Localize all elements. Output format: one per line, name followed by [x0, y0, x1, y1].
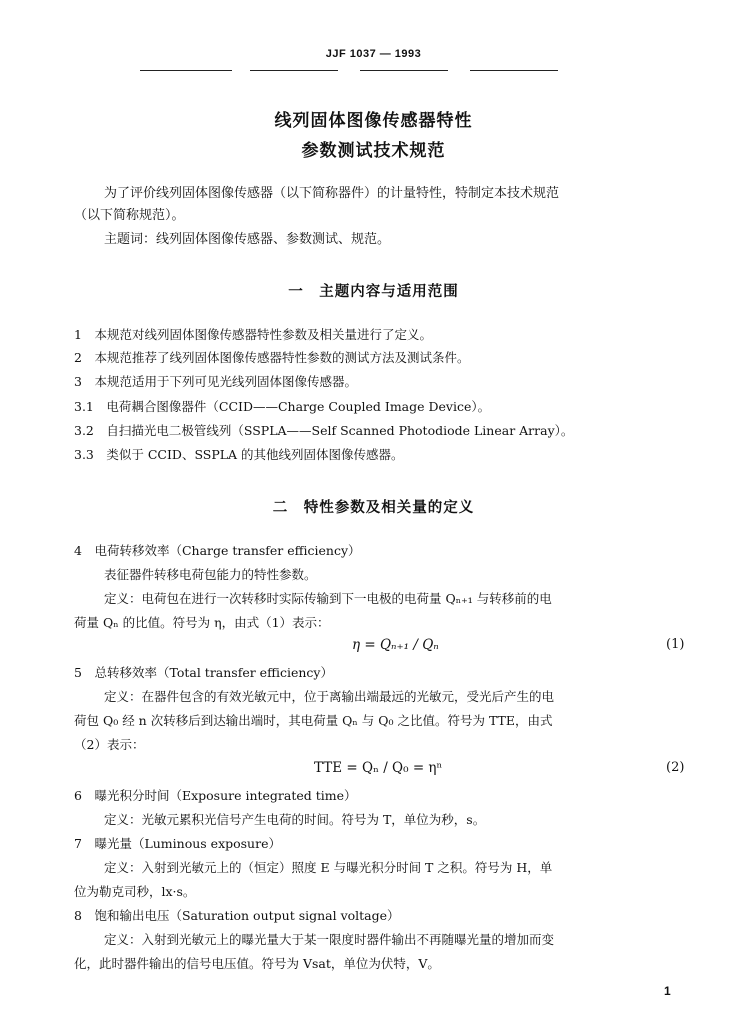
item4-title: 4 电荷转移效率（Charge transfer efficiency） [74, 543, 361, 558]
header-rule-2 [250, 70, 338, 71]
item5-title: 5 总转移效率（Total transfer efficiency） [74, 665, 333, 680]
list-item: 1 本规范对线列固体图像传感器特性参数及相关量进行了定义。 [74, 327, 432, 342]
item7-definition-line1: 定义：入射到光敏元上的（恒定）照度 E 与曝光积分时间 T 之积。符号为 H，单 [104, 860, 553, 875]
section1-heading: 一 主题内容与适用范围 [288, 284, 459, 300]
section2-heading: 二 特性参数及相关量的定义 [272, 500, 475, 516]
header-rule-3 [360, 70, 448, 71]
item8-definition-line1: 定义：入射到光敏元上的曝光量大于某一限度时器件输出不再随曝光量的增加而变 [104, 932, 555, 947]
intro-paragraph-line1: 为了评价线列固体图像传感器（以下简称器件）的计量特性，特制定本技术规范 [104, 186, 560, 201]
document-title-line1: 线列固体图像传感器特性 [274, 111, 473, 131]
document-title-line2: 参数测试技术规范 [301, 141, 446, 161]
list-item: 3 本规范适用于下列可见光线列固体图像传感器。 [74, 374, 357, 389]
list-item: 3.3 类似于 CCID、SSPLA 的其他线列固体图像传感器。 [74, 447, 404, 462]
item8-definition-line2: 化，此时器件输出的信号电压值。符号为 Vsat，单位为伏特，V。 [74, 956, 440, 971]
list-item: 3.1 电荷耦合图像器件（CCID——Charge Coupled Image Device）。 [74, 399, 491, 414]
item6-title: 6 曝光积分时间（Exposure integrated time） [74, 788, 357, 803]
item5-definition-line2: 荷包 Q₀ 经 n 次转移后到达输出端时，其电荷量 Qₙ 与 Q₀ 之比值。符号为 TTE，由式 [74, 713, 553, 728]
list-item: 3.2 自扫描光电二极管线列（SSPLA——Self Scanned Photodiode Linear Array）。 [74, 423, 574, 438]
equation-2: TTE = Qₙ / Q₀ = ηⁿ [314, 760, 443, 776]
equation-1: η = Qₙ₊₁ / Qₙ [352, 637, 439, 653]
keywords-line: 主题词：线列固体图像传感器、参数测试、规范。 [104, 232, 391, 247]
item5-definition-line3: （2）表示： [74, 737, 145, 752]
equation-2-number: (2) [666, 760, 685, 775]
standard-code-header: JJF 1037 — 1993 [325, 48, 422, 60]
header-rule-1 [140, 70, 232, 71]
intro-paragraph-line2: （以下简称规范）。 [74, 208, 185, 223]
page-number: 1 [664, 984, 671, 998]
item8-title: 8 饱和输出电压（Saturation output signal voltage） [74, 908, 400, 923]
equation-1-number: (1) [666, 637, 685, 652]
item7-definition-line2: 位为勒克司秒，lx·s。 [74, 884, 196, 899]
item4-definition-line2: 荷量 Qₙ 的比值。符号为 η，由式（1）表示： [74, 615, 330, 630]
item7-title: 7 曝光量（Luminous exposure） [74, 836, 281, 851]
item4-definition-line1: 定义：电荷包在进行一次转移时实际传输到下一电极的电荷量 Qₙ₊₁ 与转移前的电 [104, 591, 552, 606]
header-rule-4 [470, 70, 558, 71]
item5-definition-line1: 定义：在器件包含的有效光敏元中，位于离输出端最远的光敏元，受光后产生的电 [104, 689, 555, 704]
list-item: 2 本规范推荐了线列固体图像传感器特性参数的测试方法及测试条件。 [74, 350, 470, 365]
item4-description: 表征器件转移电荷包能力的特性参数。 [104, 567, 317, 582]
item6-definition: 定义：光敏元累积光信号产生电荷的时间。符号为 T，单位为秒，s。 [104, 812, 486, 827]
